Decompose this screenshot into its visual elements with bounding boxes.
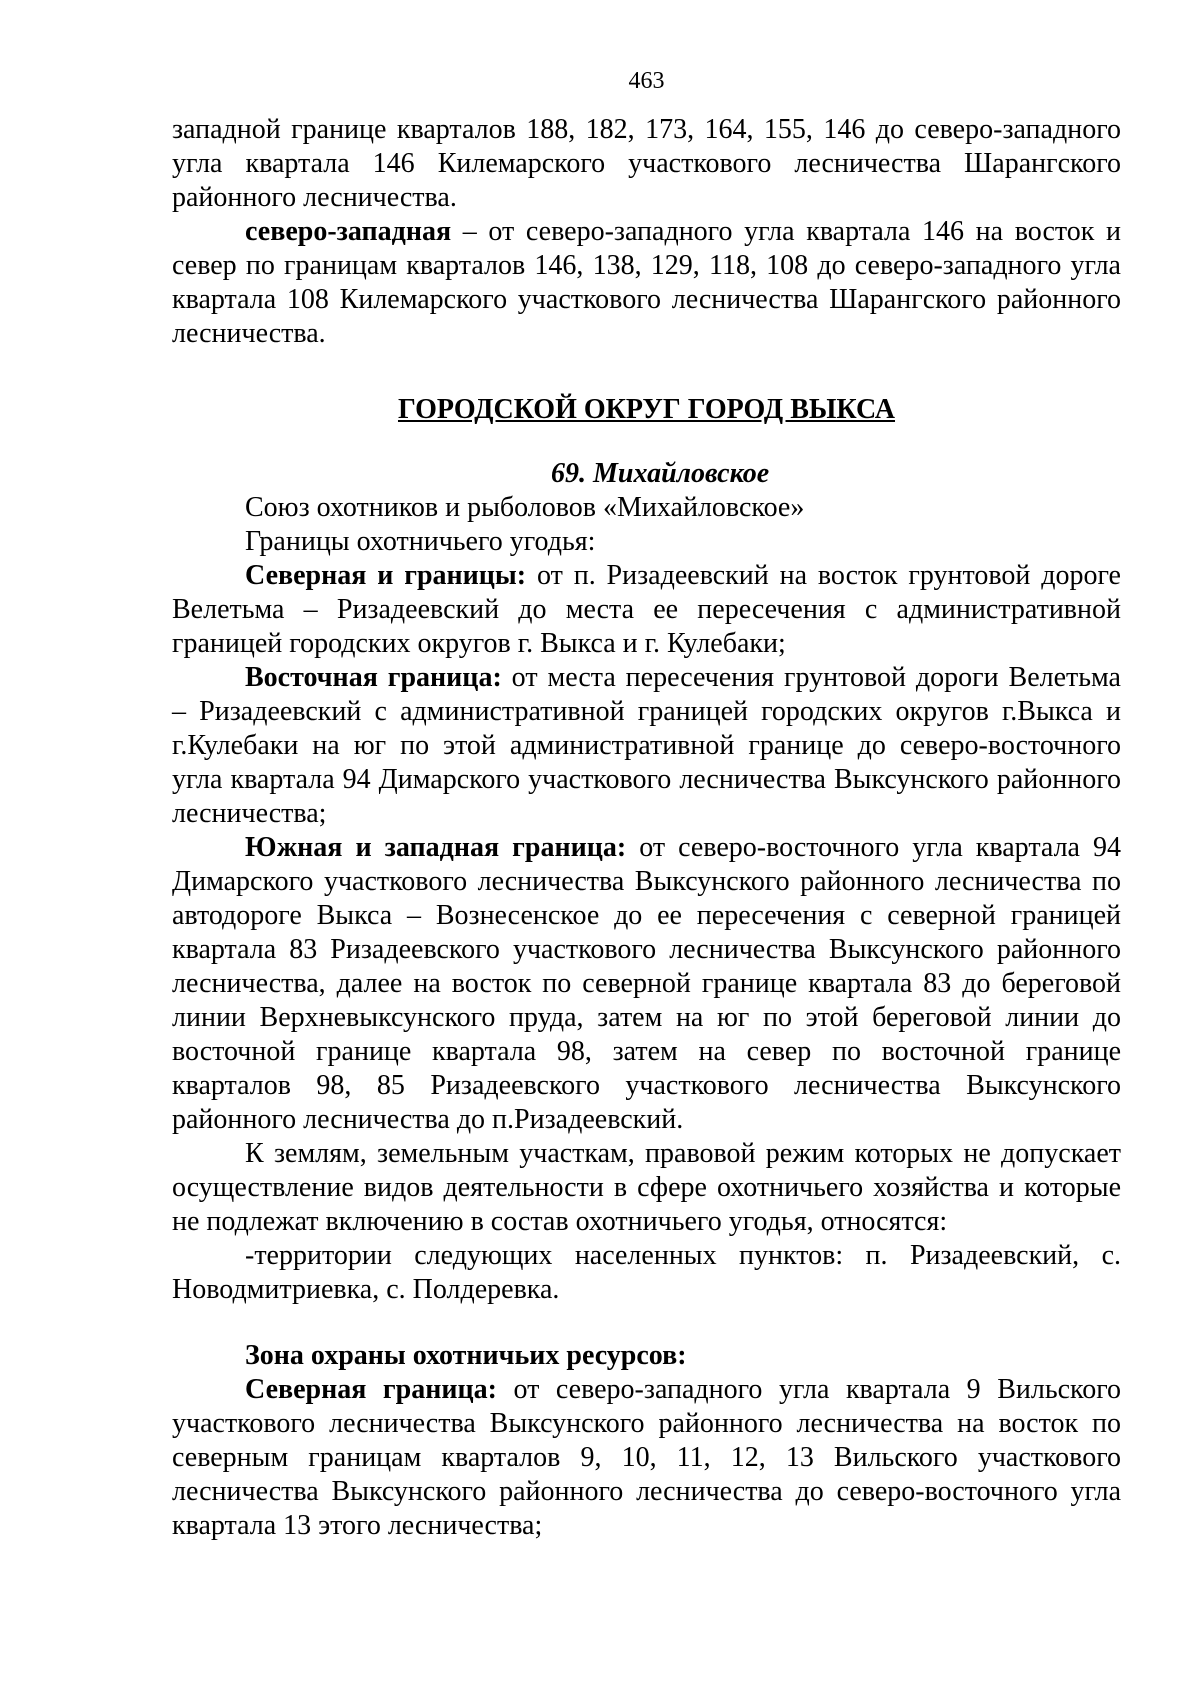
east-border-text: от места пересечения грунтовой дороги Велетьма – Ризадеевский с административной границей городских округов г.Выкса и г.Кулебаки на юг по этой административной границе до северо-восточного угла квартала 94 Димарского участкового лесничества Выксунского районного лесничества; (172, 662, 1121, 829)
intro-paragraph-1: западной границе кварталов 188, 182, 173, 164, 155, 146 до северо-западного угла квартала 146 Килемарского участкового лесничества Шарангского районного лесничества. (172, 114, 1121, 213)
borders-line: Границы охотничьего угодья: (245, 526, 596, 557)
page-number: 463 (628, 68, 665, 94)
east-border-paragraph (172, 661, 1121, 831)
south-west-border-text: от северо-восточного угла квартала 94 Димарского участкового лесничества Выксунского районного лесничества по автодороге Выкса – Вознесенское до ее пересечения с северной границей квартала 83 Ризадеевского участкового лесничества Выксунского районного лесничества, далее на восток по северной границе квартала 83 до береговой линии Верхневыксунского пруда, затем на юг по этой береговой линии до восточной границе квартала 98, затем на север по восточной границе кварталов 98, 85 Ризадеевского участкового лесничества Выксунского районного лесничества до п.Ризадеевский. (172, 832, 1121, 1135)
territories-paragraph: -территории следующих населенных пунктов: п. Ризадеевский, с. Новодмитриевка, с. Полдеревка. (172, 1240, 1121, 1305)
zone-north-label: Северная граница: (245, 1374, 497, 1405)
organization-line: Союз охотников и рыболовов «Михайловское» (245, 492, 805, 523)
exclusions-paragraph: К землям, земельным участкам, правовой режим которых не допускает осуществление видов деятельности в сфере охотничьего хозяйства и которые не подлежат включению в состав охотничьего угодья, относятся: (172, 1138, 1121, 1237)
zone-north-paragraph (172, 1373, 1121, 1543)
east-border-label: Восточная граница: (245, 662, 502, 693)
intro-paragraph-2-text: – от северо-западного угла квартала 146 на восток и север по границам кварталов 146, 138, 129, 118, 108 до северо-западного угла квартала 108 Килемарского участкового лесничества Шарангского районного лесничества. (172, 216, 1121, 349)
south-west-border-label: Южная и западная граница: (245, 832, 627, 863)
intro-paragraph-2-label: северо-западная (245, 216, 452, 247)
zone-north-text: от северо-западного угла квартала 9 Вильского участкового лесничества Выксунского районного лесничества на восток по северным границам кварталов 9, 10, 11, 12, 13 Вильского участкового лесничества Выксунского районного лесничества до северо-восточного угла квартала 13 этого лесничества; (172, 1374, 1121, 1541)
north-border-label: Северная и границы: (245, 560, 527, 591)
section-title: ГОРОДСКОЙ ОКРУГ ГОРОД ВЫКСА (397, 394, 896, 425)
subsection-title: 69. Михайловское (551, 458, 770, 489)
north-border-paragraph (172, 559, 1121, 661)
document-body (172, 113, 1121, 1543)
intro-paragraph-2 (172, 215, 1121, 351)
south-west-border-paragraph (172, 831, 1121, 1137)
north-border-text: от п. Ризадеевский на восток грунтовой дороге Велетьма – Ризадеевский до места ее пересечения с административной границей городских округов г. Выкса и г. Кулебаки; (172, 560, 1121, 659)
zone-title: Зона охраны охотничьих ресурсов: (245, 1340, 687, 1371)
